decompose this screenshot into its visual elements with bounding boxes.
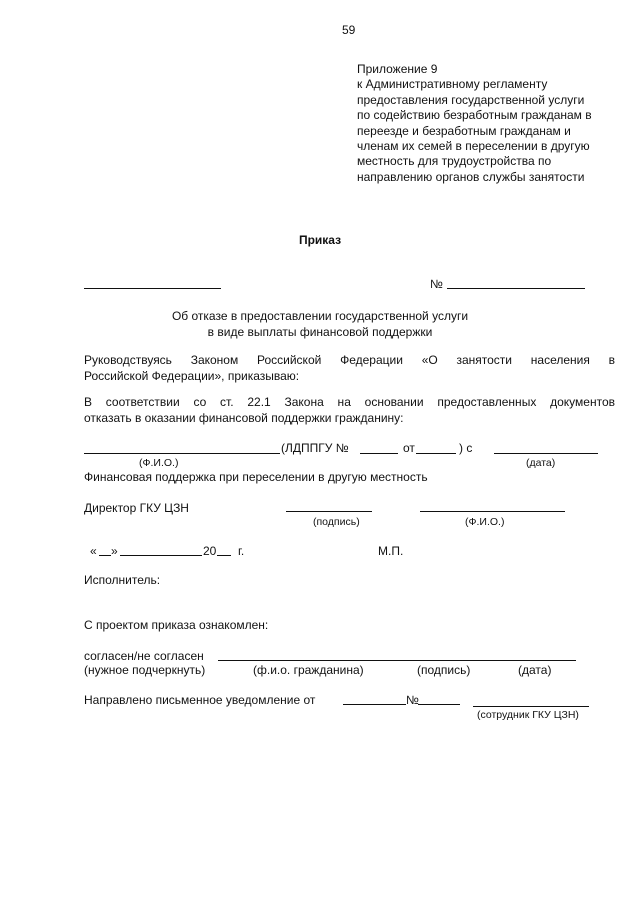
- appendix-line: по содействию безработным гражданам в: [357, 108, 592, 123]
- from-label: от: [403, 441, 415, 455]
- notice-number-sign: №: [406, 693, 419, 707]
- consent-signature-caption: (подпись): [417, 663, 471, 677]
- paragraph-line: В соответствии со ст. 22.1 Закона на основании предоставленных документов: [84, 395, 615, 409]
- paragraph-line: Российской Федерации», приказываю:: [84, 369, 300, 383]
- acquainted-label: С проектом приказа ознакомлен:: [84, 618, 269, 632]
- subject-line-2: в виде выплаты финансовой поддержки: [207, 325, 433, 339]
- month-line: [120, 555, 202, 556]
- paragraph-law: [84, 352, 615, 384]
- order-number-line: [447, 288, 585, 289]
- order-date-line: [84, 288, 221, 289]
- appendix-line: членам их семей в переселении в другую: [357, 139, 590, 154]
- date-close-quote: »: [111, 544, 118, 558]
- underline-caption: (нужное подчеркнуть): [84, 663, 206, 677]
- order-number-sign: №: [430, 277, 443, 291]
- since-date-line: [494, 453, 598, 454]
- fio-caption: (Ф.И.О.): [139, 457, 179, 469]
- appendix-line: к Административному регламенту: [357, 77, 548, 92]
- page-number: 59: [342, 23, 356, 37]
- stamp-label: М.П.: [378, 544, 404, 558]
- citizen-fio-caption: (ф.и.о. гражданина): [253, 663, 364, 677]
- ldppgu-date-line: [416, 453, 456, 454]
- year-suffix: г.: [238, 544, 245, 558]
- year-prefix: 20: [203, 544, 217, 558]
- date-caption: (дата): [526, 457, 556, 469]
- director-fio-line: [420, 511, 565, 512]
- paragraph-line: Руководствуясь Законом Российской Федерации «О занятости населения в: [84, 353, 615, 367]
- ldppgu-number-line: [360, 453, 398, 454]
- date-open-quote: «: [90, 544, 97, 558]
- document-title: Приказ: [298, 233, 342, 247]
- consent-date-caption: (дата): [518, 663, 552, 677]
- support-text: Финансовая поддержка при переселении в другую местность: [84, 470, 428, 484]
- signature-caption: (подпись): [313, 516, 360, 528]
- notice-date-line: [343, 704, 406, 705]
- citizen-fio-line: [84, 453, 280, 454]
- since-label: ) с: [459, 441, 473, 455]
- appendix-line: Приложение 9: [357, 62, 438, 76]
- consent-label: согласен/не согласен: [84, 649, 204, 663]
- year-line: [217, 555, 231, 556]
- paragraph-line: отказать в оказании финансовой поддержки гражданину:: [84, 411, 404, 425]
- fio-caption: (Ф.И.О.): [465, 516, 505, 528]
- appendix-line: переезде и безработным гражданам и: [357, 123, 571, 138]
- ldppgu-label: (ЛДППГУ №: [281, 441, 349, 455]
- executor-label: Исполнитель:: [84, 573, 161, 587]
- consent-line: [218, 660, 576, 661]
- notice-text: Направлено письменное уведомление от: [84, 693, 316, 707]
- employee-line: [473, 706, 589, 707]
- paragraph-refusal: [84, 394, 615, 426]
- appendix-block: [357, 62, 619, 185]
- director-signature-line: [286, 511, 372, 512]
- appendix-line: предоставления государственной услуги: [357, 92, 585, 107]
- appendix-line: направлению органов службы занятости: [357, 169, 585, 184]
- director-label: Директор ГКУ ЦЗН: [84, 501, 189, 515]
- notice-number-line: [418, 704, 460, 705]
- day-line: [99, 555, 111, 556]
- employee-caption: (сотрудник ГКУ ЦЗН): [477, 709, 579, 721]
- appendix-line: местность для трудоустройства по: [357, 154, 552, 169]
- subject-line-1: Об отказе в предоставлении государственной услуги: [171, 309, 469, 323]
